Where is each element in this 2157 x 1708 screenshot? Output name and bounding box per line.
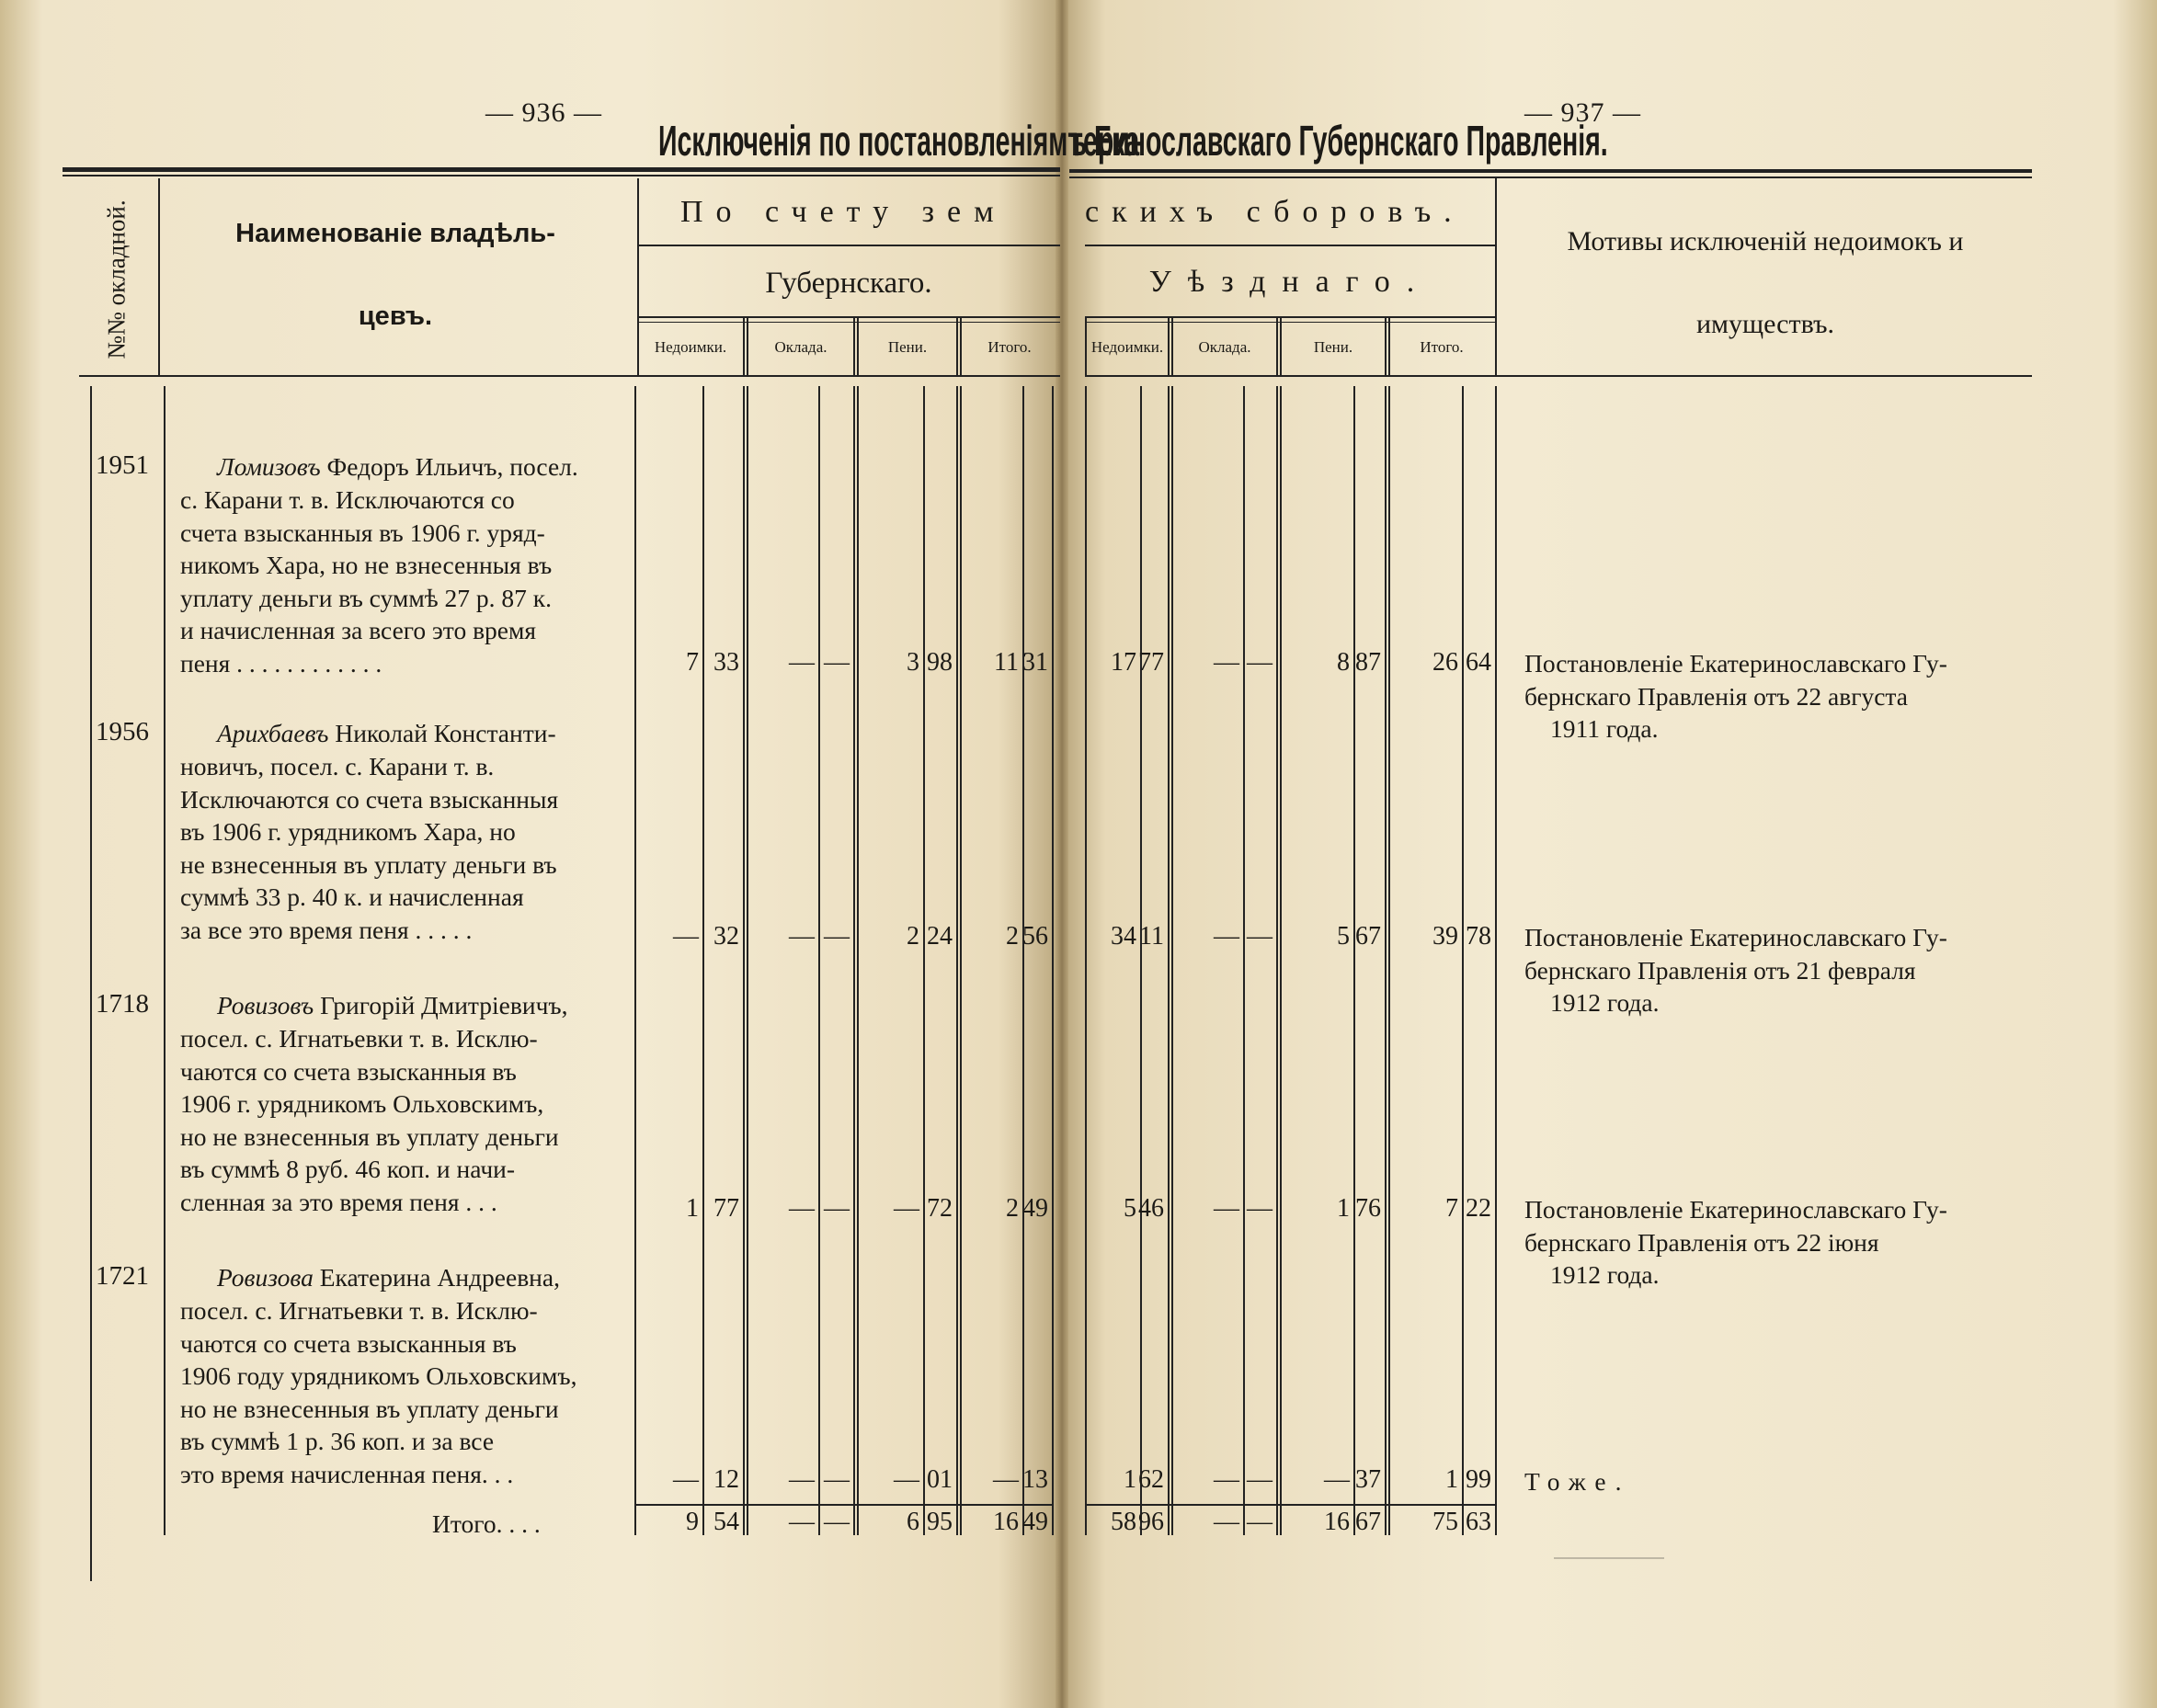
header-gubernskago: Губернскаго. [765, 267, 932, 300]
amount-value: 76 [1355, 1194, 1381, 1223]
body-div-number [164, 386, 165, 1535]
title-left: Исключенія по постановленіямъ Ека [658, 117, 1140, 165]
amount-value: 17 [1111, 648, 1136, 677]
entry-line: въ суммѣ 1 р. 36 коп. и за все [180, 1427, 495, 1456]
amount-value: — [1247, 648, 1273, 677]
title-rule-right [1069, 169, 2032, 173]
amount-value: 49 [1022, 1508, 1048, 1536]
entry-line: это время начисленная пеня. . . [180, 1459, 514, 1488]
entry-text [180, 989, 631, 1022]
entry-text [180, 717, 631, 750]
amount-value: 49 [1022, 1194, 1048, 1223]
entry-number: 1718 [96, 989, 149, 1019]
entry-line [180, 450, 631, 484]
entry-line: с. Карани т. в. Исключаются со [180, 485, 515, 514]
header-rule-uezd-2 [1085, 322, 1495, 323]
entry-line-rest: Федоръ Ильичъ, посел. [320, 452, 578, 481]
amount-value: 46 [1138, 1194, 1164, 1223]
amount-value: — [824, 648, 850, 677]
entry-text [180, 450, 631, 484]
body-g-c4 [853, 386, 855, 1535]
body-left-edge [90, 386, 92, 1581]
body-g-c4b [857, 386, 859, 1535]
entry-line [180, 717, 631, 750]
entry-motive [1524, 1465, 2021, 1498]
header-group-right: скихъ сборовъ. [1085, 195, 1465, 229]
entry-line: и начисленная за всего это время [180, 616, 537, 645]
body-g-c2 [743, 386, 745, 1535]
amount-value: 34 [1111, 922, 1136, 951]
amount-value: 24 [927, 922, 953, 951]
body-u-c0 [1085, 386, 1087, 1535]
amount-value: 56 [1022, 922, 1048, 951]
entry-motive [1524, 1193, 2021, 1292]
amount-value: 31 [1022, 648, 1048, 677]
amount-value: 12 [713, 1465, 739, 1494]
entry-number: 1951 [96, 450, 149, 480]
body-u-c2b [1171, 386, 1173, 1535]
body-g-c5 [923, 386, 925, 1535]
amount-value: 6 [907, 1508, 919, 1536]
motive-line: 1912 года. [1550, 988, 1660, 1018]
left-page-number: — 936 — [485, 97, 602, 128]
amount-value: 64 [1466, 648, 1491, 677]
hdr-g-nedoimki: Недоимки. [654, 338, 727, 356]
title-rule-left [63, 167, 1060, 172]
body-u-c1 [1140, 386, 1142, 1535]
hdr-div-g2 [853, 318, 855, 375]
entry-line: за все это время пеня . . . . . [180, 915, 473, 944]
entry-motive [1524, 647, 2021, 746]
amount-value: 37 [1355, 1465, 1381, 1494]
title-right: теринославскаго Губернскаго Правленія. [1070, 117, 1608, 165]
amount-value: — [993, 1465, 1019, 1494]
motive-line: Тоже. [1524, 1467, 1631, 1496]
body-u-c7 [1462, 386, 1464, 1535]
amount-value: — [1247, 1465, 1273, 1494]
entry-line: сленная за это время пеня . . . [180, 1187, 497, 1216]
body-g-c7 [1022, 386, 1024, 1535]
amount-value: — [824, 922, 850, 951]
body-g-c8 [1052, 386, 1054, 1535]
entry-text [180, 1261, 631, 1294]
amount-value: 67 [1355, 922, 1381, 951]
amount-value: 58 [1111, 1508, 1136, 1536]
amount-value: 16 [1324, 1508, 1350, 1536]
amount-value: 77 [1138, 648, 1164, 677]
entry-name: Ломизовъ [217, 452, 321, 481]
amount-value: 99 [1466, 1465, 1491, 1494]
entry-line-rest: Григорій Дмитріевичъ, [314, 991, 568, 1019]
title-rule-right-thin [1069, 176, 2032, 178]
entry-line: пеня . . . . . . . . . . . . [180, 648, 382, 678]
amount-value: 72 [927, 1194, 953, 1223]
body-g-c6 [956, 386, 958, 1535]
hdr-u-nedoimki: Недоимки. [1090, 338, 1164, 356]
header-group-left: По счету зем [680, 195, 1007, 229]
entry-line: 1906 году урядникомъ Ольховскимъ, [180, 1361, 577, 1391]
amount-value: 87 [1355, 648, 1381, 677]
amount-value: — [1247, 1194, 1273, 1223]
amount-value: — [824, 1465, 850, 1494]
hdr-g-peni: Пени. [887, 338, 928, 356]
motive-line: бернскаго Правленія отъ 21 февраля [1524, 955, 1916, 985]
body-g-c6b [960, 386, 962, 1535]
amount-value: 8 [1337, 648, 1350, 677]
amount-value: 01 [927, 1465, 953, 1494]
header-divider-number [158, 178, 160, 377]
amount-value: — [1247, 922, 1273, 951]
entry-line: новичъ, посел. с. Карани т. в. [180, 752, 495, 780]
amount-value: — [824, 1194, 850, 1223]
bleed-rule [1554, 1557, 1664, 1559]
amount-value: — [1247, 1508, 1273, 1536]
body-g-c1 [702, 386, 704, 1535]
amount-value: 1 [1337, 1194, 1350, 1223]
amount-value: 32 [713, 922, 739, 951]
amount-value: — [1214, 1508, 1239, 1536]
entry-line: уплату деньги въ суммѣ 27 р. 87 к. [180, 583, 553, 612]
body-g-c3 [818, 386, 820, 1535]
body-u-c4b [1280, 386, 1282, 1535]
entry-name: Арихбаевъ [217, 719, 329, 747]
amount-value: 77 [713, 1194, 739, 1223]
entry-line: 1906 г. урядникомъ Ольховскимъ, [180, 1089, 544, 1119]
entry-line: никомъ Хара, но не взнесенныя въ [180, 551, 553, 580]
body-u-c6 [1385, 386, 1387, 1535]
hdr-div-u3 [1385, 318, 1387, 375]
entry-line-rest: Николай Константи- [328, 719, 556, 747]
entry-line: Исключаются со счета взысканныя [180, 784, 559, 814]
total-rule-right [1085, 1504, 1495, 1506]
amount-value: — [673, 922, 699, 951]
motive-line: 1911 года. [1550, 714, 1659, 744]
entry-line: посел. с. Игнатьевки т. в. Исклю- [180, 1024, 538, 1053]
amount-value: 5 [1337, 922, 1350, 951]
amount-value: 62 [1138, 1465, 1164, 1494]
entry-lines [180, 1294, 631, 1491]
header-rule-gub [637, 316, 1060, 318]
amount-value: 67 [1355, 1508, 1381, 1536]
motive-line: 1912 года. [1550, 1260, 1660, 1290]
title-rule-left-thin [63, 175, 1060, 176]
amount-value: 2 [1006, 922, 1019, 951]
amount-value: 96 [1138, 1508, 1164, 1536]
amount-value: — [789, 1465, 815, 1494]
header-number: №№ окладной. [102, 199, 131, 359]
amount-value: — [1324, 1465, 1350, 1494]
amount-value: — [894, 1194, 919, 1223]
header-rule-group-left [637, 245, 1060, 246]
entry-line: въ суммѣ 8 руб. 46 коп. и начи- [180, 1155, 516, 1184]
amount-value: — [1214, 1465, 1239, 1494]
amount-value: 2 [907, 922, 919, 951]
amount-value: 22 [1466, 1194, 1491, 1223]
bleed-through [1195, 165, 1202, 641]
hdr-u-peni: Пени. [1313, 338, 1353, 356]
header-rule-group-right [1085, 245, 1495, 246]
entry-name: Ровизовъ [217, 991, 314, 1019]
amount-value: 1 [1445, 1465, 1458, 1494]
header-owner-line2: цевъ. [358, 302, 433, 331]
entry-line: но не взнесенныя въ уплату деньги [180, 1394, 559, 1423]
amount-value: — [789, 1508, 815, 1536]
body-u-c5 [1353, 386, 1355, 1535]
amount-value: 75 [1432, 1508, 1458, 1536]
body-u-c8 [1495, 386, 1497, 1535]
amount-value: 95 [927, 1508, 953, 1536]
entry-line: не взнесенныя въ уплату деньги въ [180, 849, 557, 879]
amount-value: 98 [927, 648, 953, 677]
entry-line [180, 989, 631, 1022]
entry-line: посел. с. Игнатьевки т. в. Исклю- [180, 1296, 538, 1325]
entry-motive [1524, 921, 2021, 1019]
header-rule-gub-2 [637, 322, 1060, 323]
entry-line: чаются со счета взысканныя въ [180, 1328, 517, 1358]
header-motives-line1: Мотивы исключеній недоимокъ и [1567, 226, 1964, 256]
amount-value: — [894, 1465, 919, 1494]
entry-line [180, 1261, 631, 1294]
header-bottom-mid [158, 375, 1060, 377]
amount-value: — [789, 922, 815, 951]
amount-value: — [673, 1465, 699, 1494]
body-u-c4 [1276, 386, 1278, 1535]
hdr-u-oklada: Оклада. [1198, 338, 1251, 356]
header-bottom-right [1085, 375, 2032, 377]
entry-lines [180, 750, 631, 947]
amount-value: 3 [907, 648, 919, 677]
amount-value: 63 [1466, 1508, 1491, 1536]
amount-value: 9 [686, 1508, 699, 1536]
header-number-cell [77, 184, 156, 375]
hdr-g-itogo: Итого. [987, 338, 1032, 356]
hdr-g-oklada: Оклада. [774, 338, 827, 356]
motive-line: бернскаго Правленія отъ 22 іюня [1524, 1227, 1879, 1257]
hdr-div-g3 [956, 318, 958, 375]
amount-value: 39 [1432, 922, 1458, 951]
right-page-number: — 937 — [1524, 97, 1641, 128]
entry-lines [180, 484, 631, 680]
body-u-c6b [1388, 386, 1390, 1535]
header-bottom-left [79, 375, 158, 377]
motive-line: Постановленіе Екатеринославскаго Гу- [1524, 923, 1947, 951]
header-rule-uezd [1085, 316, 1495, 318]
motive-line: бернскаго Правленія отъ 22 августа [1524, 681, 1908, 711]
entry-lines [180, 1022, 631, 1219]
hdr-u-itogo: Итого. [1420, 338, 1464, 356]
amount-value: 11 [1139, 922, 1164, 951]
hdr-div-u2 [1276, 318, 1278, 375]
entry-line: суммѣ 33 р. 40 к. и начисленная [180, 882, 524, 912]
amount-value: 54 [713, 1508, 739, 1536]
amount-value: 5 [1124, 1194, 1136, 1223]
amount-value: 78 [1466, 922, 1491, 951]
entry-line: но не взнесенныя въ уплату деньги [180, 1122, 559, 1151]
amount-value: 7 [686, 648, 699, 677]
amount-value: — [824, 1508, 850, 1536]
motive-line: Постановленіе Екатеринославскаго Гу- [1524, 649, 1947, 678]
header-uezdnago: Уѣзднаго. [1148, 265, 1432, 299]
amount-value: — [1214, 648, 1239, 677]
hdr-div-g1 [743, 318, 745, 375]
amount-value: — [1214, 922, 1239, 951]
entry-line: въ 1906 г. урядникомъ Хара, но [180, 817, 516, 847]
amount-value: 33 [713, 648, 739, 677]
body-div-owner [634, 386, 636, 1535]
header-motives-line2: имуществъ. [1695, 309, 1835, 339]
total-rule-left [634, 1504, 1054, 1506]
header-owner-line1: Наименованіе владѣль- [235, 219, 555, 248]
entry-number: 1956 [96, 717, 149, 746]
amount-value: 2 [1006, 1194, 1019, 1223]
total-label: Итого. . . . [432, 1509, 541, 1538]
body-u-c2 [1168, 386, 1170, 1535]
entry-name: Ровизова [217, 1263, 314, 1292]
header-divider-motives [1495, 178, 1497, 377]
amount-value: 1 [686, 1194, 699, 1223]
motive-line: Постановленіе Екатеринославскаго Гу- [1524, 1195, 1947, 1224]
entry-line: чаются со счета взысканныя въ [180, 1056, 517, 1086]
body-u-c3 [1243, 386, 1245, 1535]
book-spine [1056, 0, 1068, 1708]
amount-value: 16 [993, 1508, 1019, 1536]
amount-value: 1 [1124, 1465, 1136, 1494]
amount-value: 26 [1432, 648, 1458, 677]
amount-value: 13 [1022, 1465, 1048, 1494]
body-g-c2b [747, 386, 748, 1535]
amount-value: — [789, 648, 815, 677]
amount-value: 11 [994, 648, 1019, 677]
amount-value: 7 [1445, 1194, 1458, 1223]
amount-value: — [1214, 1194, 1239, 1223]
entry-number: 1721 [96, 1261, 149, 1291]
amount-value: — [789, 1194, 815, 1223]
entry-line-rest: Екатерина Андреевна, [313, 1263, 560, 1292]
entry-line: счета взысканныя въ 1906 г. уряд- [180, 518, 545, 547]
